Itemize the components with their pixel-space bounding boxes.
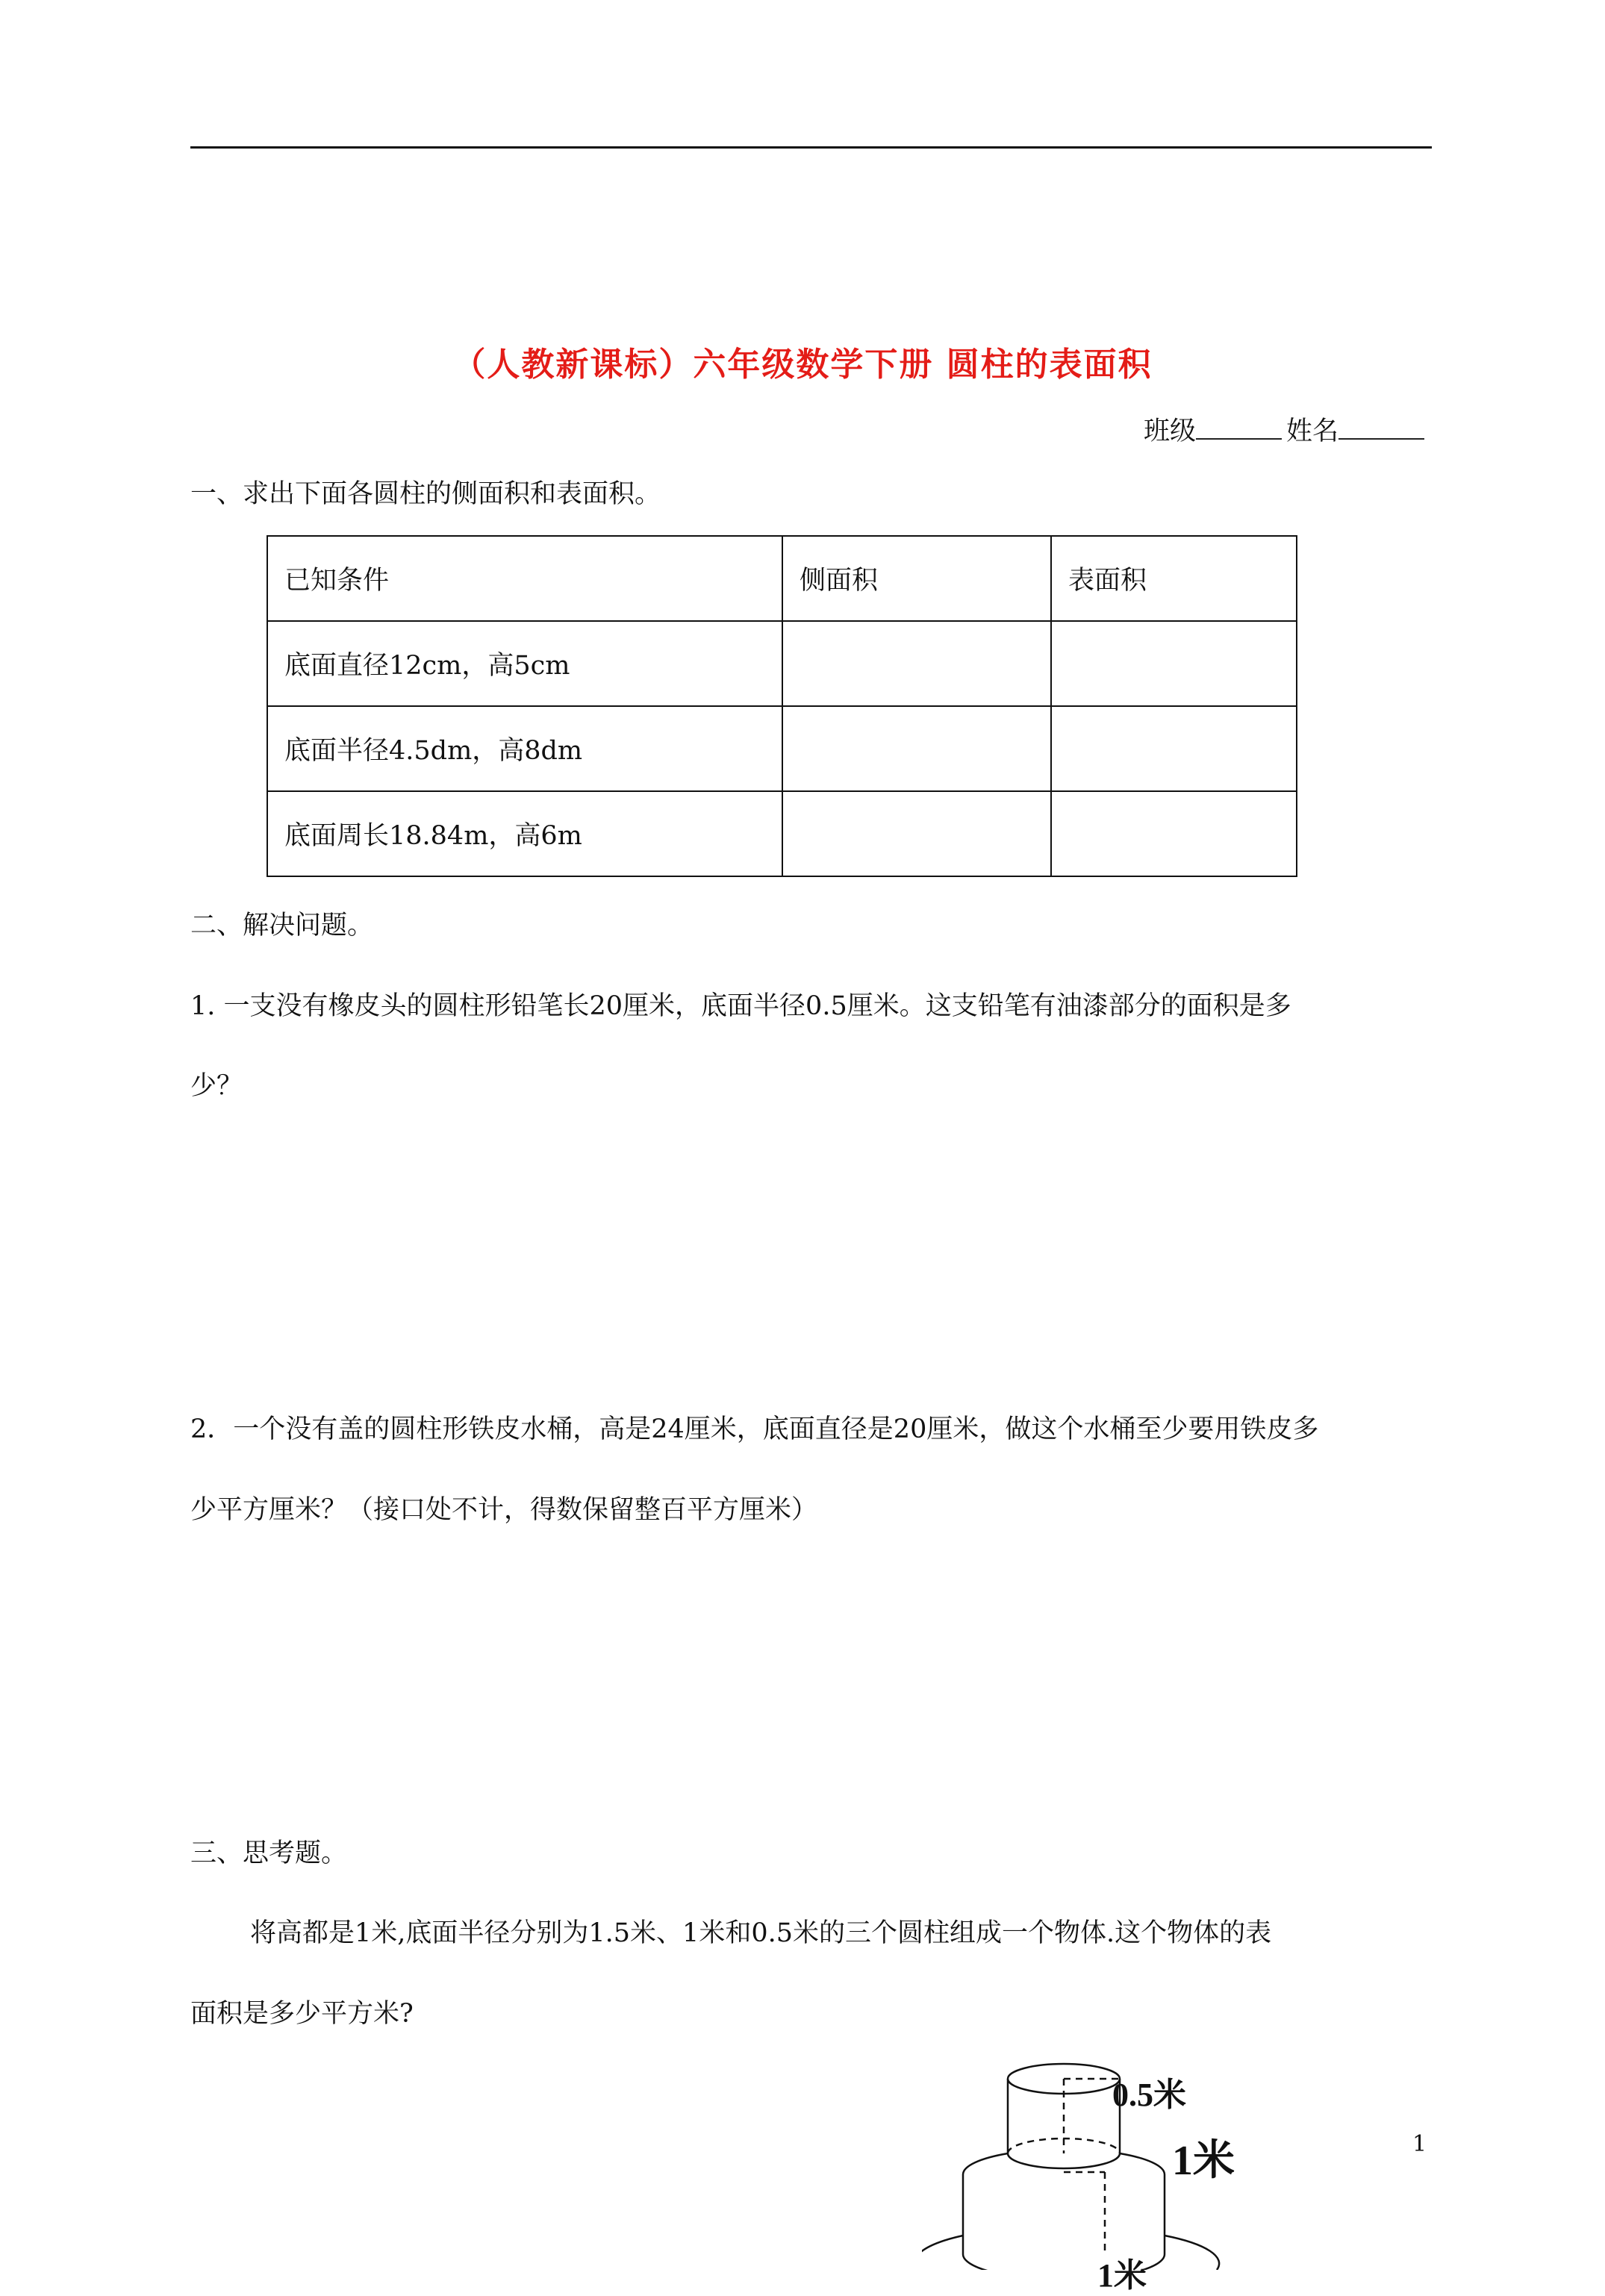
question2-text-line1: 2．一个没有盖的圆柱形铁皮水桶，高是24厘米，底面直径是20厘米，做这个水桶至少要用铁皮多 xyxy=(190,1414,1319,1444)
table-cell xyxy=(782,621,1051,706)
label-top-radius: 0.5米 xyxy=(1112,2077,1186,2113)
section3-text-line1: 将高都是1米,底面半径分别为1.5米、1米和0.5米的三个圆柱组成一个物体.这个物体的表 xyxy=(250,1918,1272,1948)
table-cell: 底面半径4.5dm，高8dm xyxy=(267,706,782,791)
table-cell xyxy=(1051,791,1297,876)
question2-text-line2: 少平方厘米？（接口处不计，得数保留整百平方厘米） xyxy=(190,1495,818,1525)
table-header-row xyxy=(267,536,1297,621)
question1-text-line2: 少？ xyxy=(190,1071,243,1101)
label-middle-radius: 1米 xyxy=(1097,2257,1147,2294)
question1-text-line1: 1. 一支没有橡皮头的圆柱形铅笔长20厘米，底面半径0.5厘米。这支铅笔有油漆部分的面积是多 xyxy=(190,991,1291,1021)
table-header-cell: 已知条件 xyxy=(267,536,782,621)
table-cell xyxy=(782,791,1051,876)
class-label: 班级 xyxy=(1143,417,1196,446)
exercise-table xyxy=(267,535,1297,877)
name-label: 姓名 xyxy=(1285,417,1338,446)
table-cell xyxy=(1051,706,1297,791)
section1-heading: 一、求出下面各圆柱的侧面积和表面积。 xyxy=(190,479,661,509)
label-height: 1米 xyxy=(1172,2138,1235,2184)
class-name-line xyxy=(1144,411,1429,448)
table-row xyxy=(267,621,1297,706)
table-cell: 底面直径12cm，高5cm xyxy=(267,621,782,706)
table-header-cell: 表面积 xyxy=(1051,536,1297,621)
table-cell: 底面周长18.84m，高6m xyxy=(267,791,782,876)
table-row xyxy=(267,791,1297,876)
name-blank xyxy=(1338,416,1424,440)
section3-text-line2: 面积是多少平方米? xyxy=(190,1999,414,2029)
table-cell xyxy=(1051,621,1297,706)
page-number: 1 xyxy=(1412,2131,1427,2157)
header-rule xyxy=(190,146,1432,149)
section3-heading: 三、思考题。 xyxy=(190,1838,348,1868)
table-cell xyxy=(782,706,1051,791)
table-row xyxy=(267,706,1297,791)
section2-heading: 二、解决问题。 xyxy=(190,911,374,940)
table-header-cell: 侧面积 xyxy=(782,536,1051,621)
page-title: （人教新课标）六年级数学下册 圆柱的表面积 xyxy=(452,346,1153,384)
class-blank xyxy=(1196,416,1282,440)
